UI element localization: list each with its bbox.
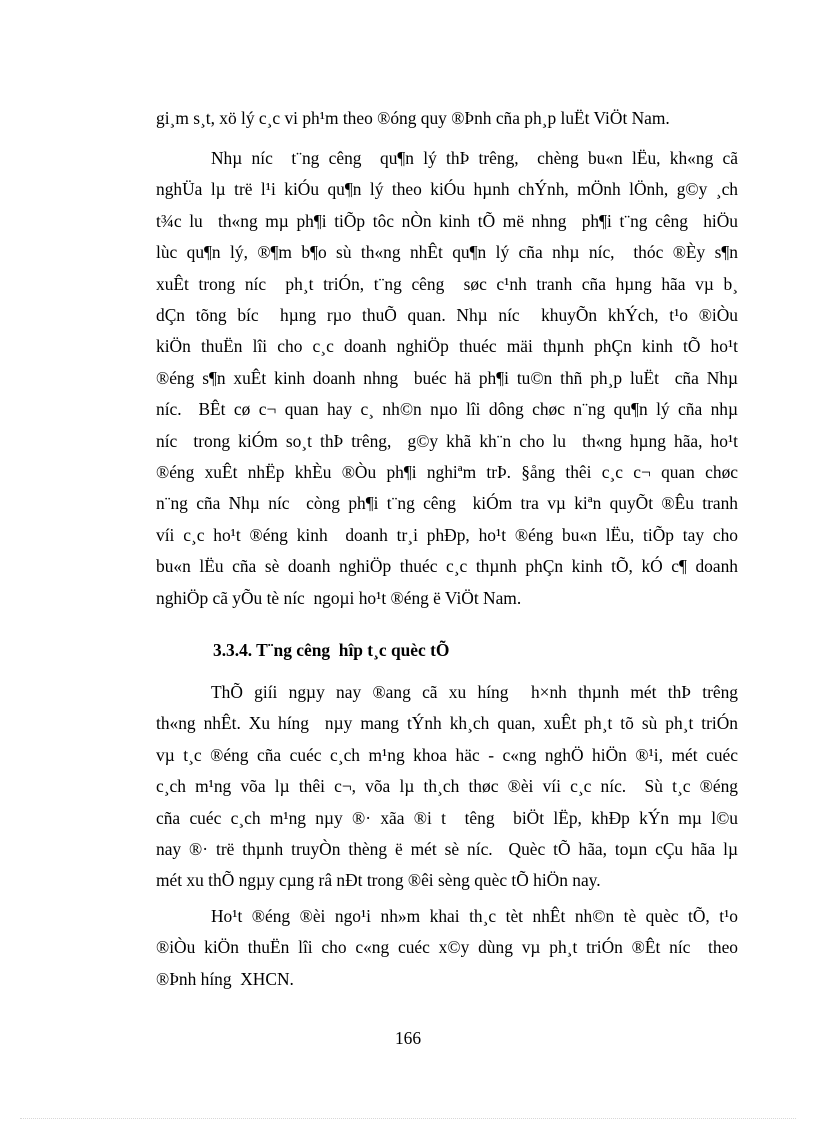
text-line: víi c¸c ho¹t ®éng kinh doanh tr¸i phÐp, ho¹t ®éng bu«n lËu, tiÕp tay cho bbox=[156, 524, 738, 545]
text-line: Nhµ níc t¨ng cêng qu¶n lý thÞ trêng, chèng bu«n lËu, kh«ng cã bbox=[211, 148, 738, 168]
paragraph-4 bbox=[156, 901, 738, 995]
text-line: nghiÖp cã yÕu tè níc ngoµi ho¹t ®éng ë ViÖt Nam. bbox=[156, 587, 522, 608]
text-line: Ho¹t ®éng ®èi ngo¹i nh»m khai th¸c tèt nhÊt nh©n tè quèc tÕ, t¹o bbox=[211, 906, 738, 926]
page-number: 166 bbox=[394, 1028, 422, 1048]
text-line: n¨ng cña Nhµ níc còng ph¶i t¨ng cêng kiÓm tra vµ kiªn quyÕt ®Êu tranh bbox=[156, 493, 738, 514]
text-line: lùc qu¶n lý, ®¶m b¶o sù th«ng nhÊt qu¶n lý cña nhµ níc, thóc ®Èy s¶n bbox=[156, 242, 738, 263]
text-line: níc trong kiÓm so¸t thÞ trêng, g©y khã kh¨n cho lu th«ng hµng hãa, ho¹t bbox=[156, 430, 738, 451]
text-line: kiÖn thuËn lîi cho c¸c doanh nghiÖp thuéc mäi thµnh phÇn kinh tÕ ho¹t bbox=[156, 336, 738, 357]
text-line: xuÊt trong níc ph¸t triÓn, t¨ng cêng søc c¹nh tranh cña hµng hãa vµ b¸ bbox=[156, 273, 738, 294]
text-line: dÇn tõng bíc hµng rµo thuÕ quan. Nhµ níc khuyÕn khÝch, t¹o ®iÒu bbox=[156, 305, 738, 326]
text-line: nay ®· trë thµnh truyÒn thèng ë mét sè níc. Quèc tÕ hãa, toµn cÇu hãa lµ bbox=[156, 839, 738, 860]
section-heading: 3.3.4. T¨ng cêng hîp t¸c quèc tÕ bbox=[213, 640, 450, 660]
text-line: ThÕ giíi ngµy nay ®ang cã xu híng h×nh thµnh mét thÞ trêng bbox=[211, 682, 738, 702]
paragraph-1 bbox=[156, 103, 738, 134]
text-line: ®iÒu kiÖn thuËn lîi cho c«ng cuéc x©y dùng vµ ph¸t triÓn ®Êt níc theo bbox=[156, 937, 738, 958]
text-line: ®éng xuÊt nhËp khÈu ®Òu ph¶i nghiªm trÞ. §ång thêi c¸c c¬ quan chøc bbox=[156, 462, 738, 483]
text-line: th«ng nhÊt. Xu híng nµy mang tÝnh kh¸ch quan, xuÊt ph¸t tõ sù ph¸t triÓn bbox=[156, 713, 738, 734]
text-line: ®éng s¶n xuÊt kinh doanh nhng buéc hä ph¶i tu©n thñ ph¸p luËt cña Nhµ bbox=[156, 367, 738, 388]
text-line: cña cuéc c¸ch m¹ng nµy ®· xãa ®i t têng biÖt lËp, khÐp kÝn mµ l©u bbox=[156, 807, 738, 828]
text-line: nghÜa lµ trë l¹i kiÓu qu¶n lý theo kiÓu hµnh chÝnh, mÖnh lÖnh, g©y ¸ch bbox=[156, 179, 738, 200]
text-line: bu«n lËu cña sè doanh nghiÖp thuéc c¸c thµnh phÇn kinh tÕ, kÓ c¶ doanh bbox=[156, 556, 738, 577]
text-line: t¾c lu th«ng mµ ph¶i tiÕp tôc nÒn kinh tÕ më nhng ph¶i t¨ng cêng hiÖu bbox=[156, 210, 738, 231]
text-line: ®Þnh híng XHCN. bbox=[156, 968, 294, 989]
paragraph-3 bbox=[156, 677, 738, 897]
paragraph-2 bbox=[156, 143, 738, 614]
text-line: vµ t¸c ®éng cña cuéc c¸ch m¹ng khoa häc - c«ng nghÖ hiÖn ®¹i, mét cuéc bbox=[156, 744, 738, 765]
text-line: níc. BÊt cø c¬ quan hay c¸ nh©n nµo lîi dông chøc n¨ng qu¶n lý cña nhµ bbox=[156, 399, 738, 420]
page-edge-divider bbox=[20, 1118, 796, 1119]
text-line: gi¸m s¸t, xö lý c¸c vi ph¹m theo ®óng quy ®Þnh cña ph¸p luËt ViÖt Nam. bbox=[156, 108, 670, 128]
text-line: mét xu thÕ ngµy cµng râ nÐt trong ®êi sèng quèc tÕ hiÖn nay. bbox=[156, 870, 601, 891]
text-line: c¸ch m¹ng võa lµ thêi c¬, võa lµ th¸ch thøc ®èi víi c¸c níc. Sù t¸c ®éng bbox=[156, 776, 738, 797]
